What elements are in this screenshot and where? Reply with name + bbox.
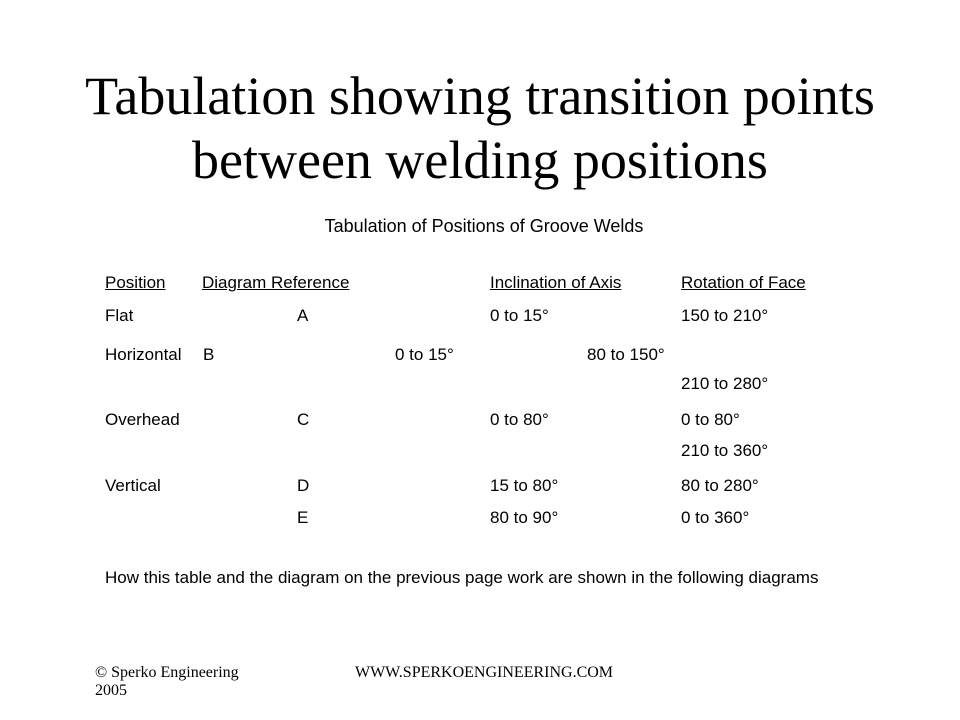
cell-inclination: 0 to 80° <box>490 410 549 429</box>
explanatory-note: How this table and the diagram on the previous page work are shown in the following diagrams <box>105 568 819 587</box>
cell-inclination: 0 to 15° <box>395 345 454 364</box>
cell-position: Horizontal <box>105 345 182 364</box>
cell-rotation: 0 to 80° <box>681 410 740 429</box>
cell-inclination: 80 to 90° <box>490 508 559 527</box>
cell-diagram-reference: A <box>297 306 309 325</box>
cell-rotation: 80 to 150° <box>587 345 665 364</box>
cell-position: Flat <box>105 306 134 325</box>
website-footer: WWW.SPERKOENGINEERING.COM <box>354 664 614 681</box>
table-caption: Tabulation of Positions of Groove Welds <box>324 216 644 236</box>
cell-rotation: 0 to 360° <box>681 508 750 527</box>
cell-rotation: 80 to 280° <box>681 476 759 495</box>
cell-diagram-reference: E <box>297 508 309 527</box>
cell-diagram-reference: C <box>297 410 310 429</box>
header-inclination-of-axis: Inclination of Axis <box>490 273 622 292</box>
cell-inclination: 0 to 15° <box>490 306 549 325</box>
header-diagram-reference: Diagram Reference <box>202 273 350 292</box>
cell-rotation-secondary: 210 to 280° <box>681 374 769 393</box>
copyright-footer: © Sperko Engineering 2005 <box>95 664 239 699</box>
header-rotation-of-face: Rotation of Face <box>681 273 806 292</box>
cell-position: Vertical <box>105 476 161 495</box>
cell-rotation: 150 to 210° <box>681 306 769 325</box>
cell-diagram-reference: B <box>203 345 215 364</box>
header-position: Position <box>105 273 166 292</box>
slide-title: Tabulation showing transition points between welding positions <box>85 66 875 190</box>
cell-inclination: 15 to 80° <box>490 476 559 495</box>
cell-diagram-reference: D <box>297 476 310 495</box>
cell-rotation-secondary: 210 to 360° <box>681 441 769 460</box>
cell-position: Overhead <box>105 410 180 429</box>
